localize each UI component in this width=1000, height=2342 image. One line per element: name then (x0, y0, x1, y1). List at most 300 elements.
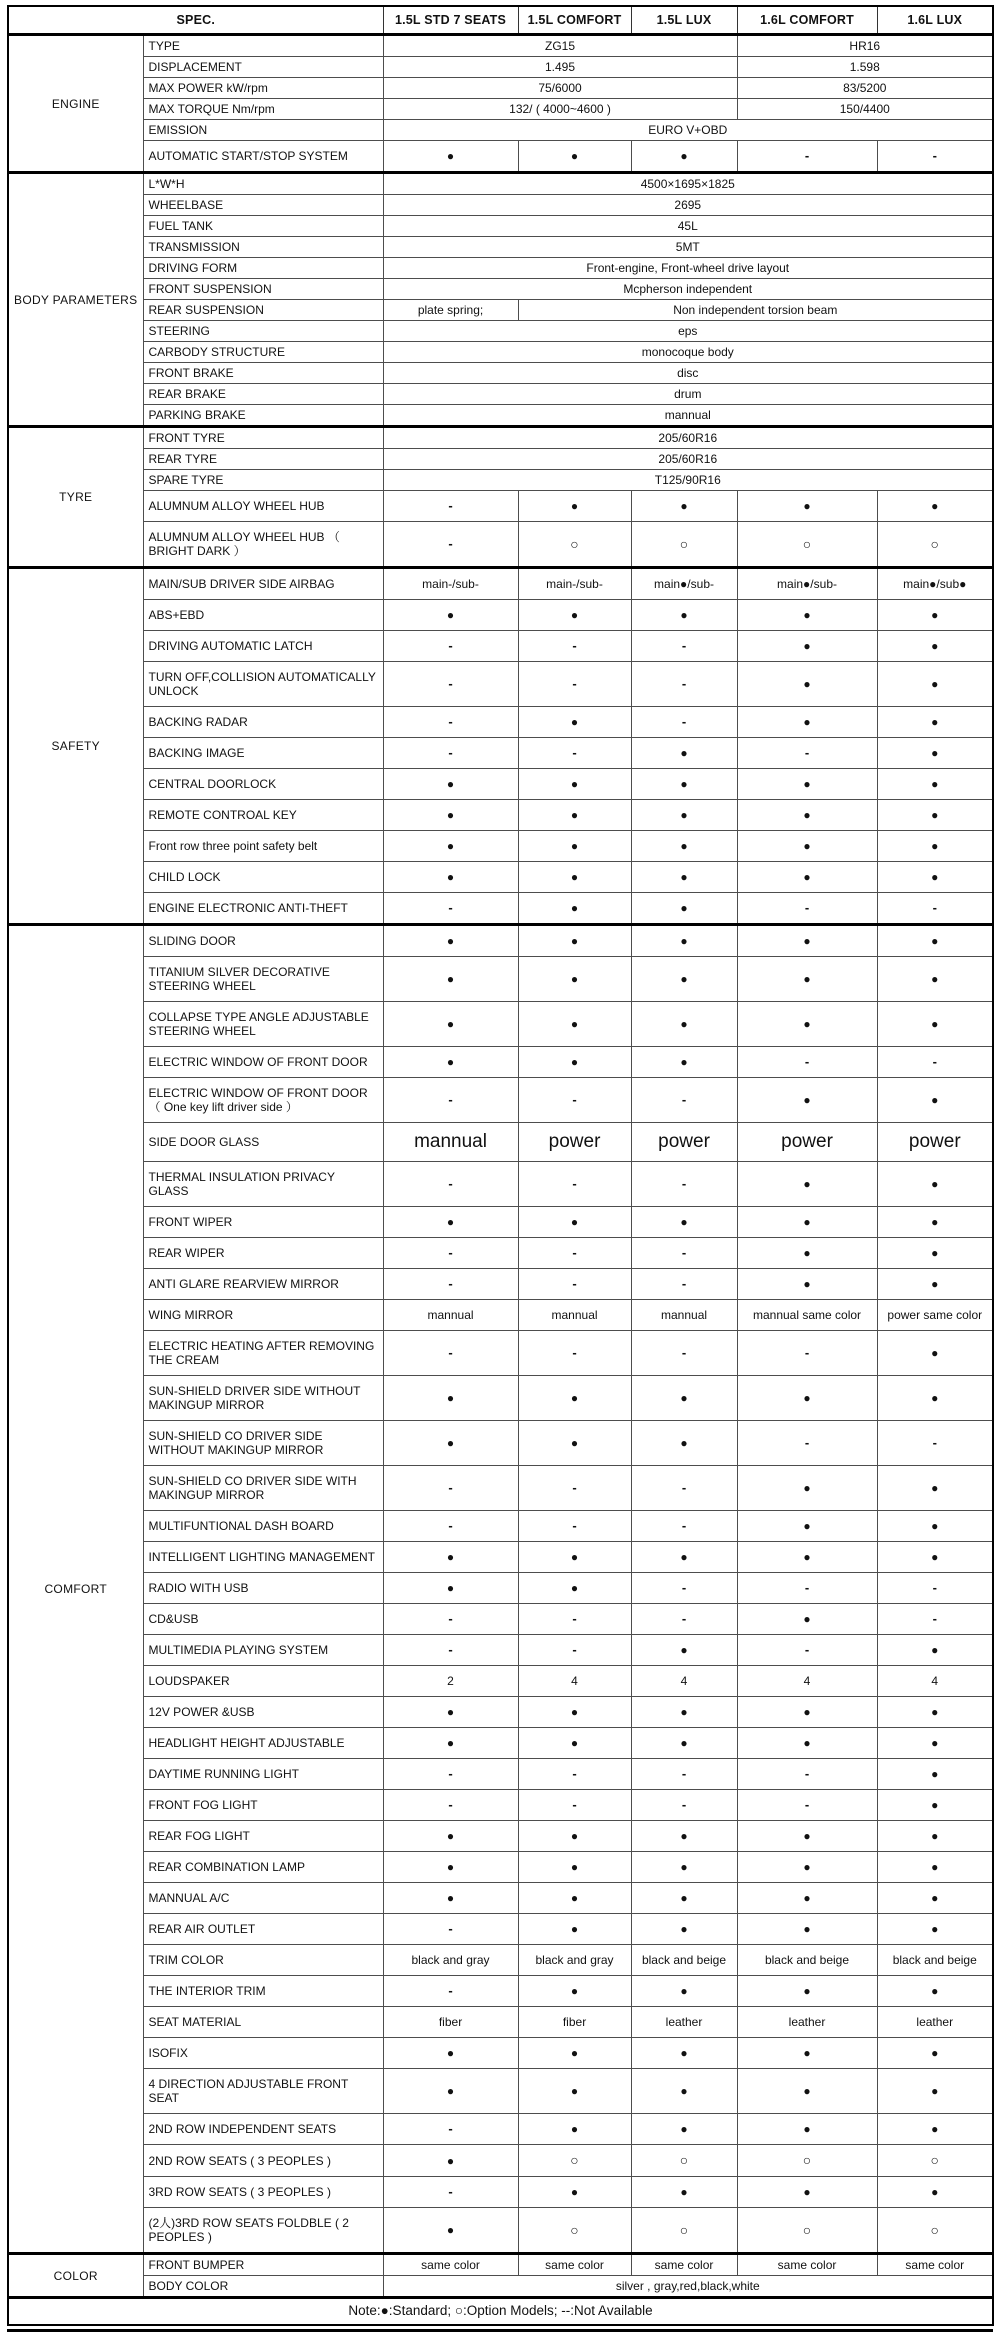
not-available-dash: - (572, 1345, 577, 1360)
standard-dot: ● (446, 2084, 455, 2098)
not-available-dash: - (804, 1580, 810, 1595)
spec-row (8, 141, 993, 173)
standard-dot: ● (446, 2046, 455, 2060)
standard-dot: ● (446, 1391, 455, 1405)
spec-label-cell: ELECTRIC WINDOW OF FRONT DOOR （ One key lift driver side ） (143, 1078, 383, 1123)
spec-value-text: black and beige (892, 1953, 977, 1967)
spec-row (8, 662, 993, 707)
spec-value-text: mannual (414, 1131, 487, 1152)
standard-dot: ● (680, 1860, 688, 1874)
spec-row (8, 1666, 993, 1697)
spec-value-cell (877, 631, 993, 662)
spec-value-cell (737, 957, 877, 1002)
spec-value-cell (383, 631, 518, 662)
spec-value-cell (737, 1790, 877, 1821)
spec-value-cell (518, 1666, 631, 1697)
spec-value-cell (383, 738, 518, 769)
spec-value-cell (631, 2007, 737, 2038)
spec-value-cell (383, 600, 518, 631)
spec-value-cell (737, 1976, 877, 2007)
standard-dot: ● (680, 1436, 688, 1450)
spec-value-cell (518, 1238, 631, 1269)
spec-value-cell (518, 1542, 631, 1573)
spec-row (8, 1759, 993, 1790)
spec-value-cell (518, 2208, 631, 2254)
spec-value-cell (383, 1300, 518, 1331)
spec-row (8, 300, 993, 321)
spec-value-cell (877, 1604, 993, 1635)
not-available-dash: - (681, 1345, 687, 1360)
spec-value-cell (383, 173, 993, 195)
standard-dot: ● (446, 1829, 455, 1843)
spec-row (8, 1331, 993, 1376)
note-row (8, 2298, 993, 2326)
spec-value-cell (631, 522, 737, 568)
spec-value-cell (383, 216, 993, 237)
standard-dot: ● (570, 1891, 579, 1905)
spec-row (8, 321, 993, 342)
spec-value-cell (518, 1883, 631, 1914)
standard-dot: ● (446, 1705, 455, 1719)
spec-value-text: Front-engine, Front-wheel drive layout (586, 261, 790, 275)
spec-value-text: HR16 (849, 39, 881, 53)
spec-header-cell: SPEC. (8, 6, 383, 35)
spec-label-cell: REAR WIPER (143, 1238, 383, 1269)
spec-value-cell (383, 1269, 518, 1300)
spec-value-cell (518, 2177, 631, 2208)
model-column-header: 1.5L COMFORT (518, 6, 631, 35)
spec-value-cell (737, 800, 877, 831)
spec-value-text: 1.598 (849, 60, 880, 74)
spec-value-cell (631, 1883, 737, 1914)
spec-label-cell: SUN-SHIELD DRIVER SIDE WITHOUT MAKINGUP MIRROR (143, 1376, 383, 1421)
section-label: COLOR (8, 2254, 143, 2298)
spec-value-cell (383, 1421, 518, 1466)
spec-row (8, 449, 993, 470)
spec-value-cell (518, 1300, 631, 1331)
standard-dot: ● (680, 1705, 688, 1719)
spec-label-cell: TURN OFF,COLLISION AUTOMATICALLY UNLOCK (143, 662, 383, 707)
not-available-dash: - (681, 638, 687, 653)
spec-value-text: Mcpherson independent (623, 282, 753, 296)
spec-value-cell (631, 925, 737, 957)
spec-value-cell (877, 1078, 993, 1123)
spec-label-cell: 12V POWER &USB (143, 1697, 383, 1728)
spec-value-cell (383, 384, 993, 405)
standard-dot: ● (680, 2084, 688, 2098)
standard-dot: ● (803, 972, 811, 986)
spec-label-cell: PARKING BRAKE (143, 405, 383, 427)
spec-value-cell (631, 1635, 737, 1666)
spec-value-text: power (781, 1131, 833, 1152)
not-available-dash: - (572, 1797, 577, 1812)
spec-value-cell (737, 893, 877, 925)
spec-value-cell (737, 1914, 877, 1945)
spec-value-cell (877, 1697, 993, 1728)
spec-value-cell (383, 1238, 518, 1269)
standard-dot: ● (446, 1436, 455, 1450)
spec-value-cell (877, 1207, 993, 1238)
spec-value-cell (383, 522, 518, 568)
section-label: SAFETY (8, 568, 143, 925)
spec-value-cell (518, 1002, 631, 1047)
not-available-dash: - (681, 1518, 687, 1533)
spec-value-text: mannual (427, 1308, 474, 1322)
spec-label-cell: ENGINE ELECTRONIC ANTI-THEFT (143, 893, 383, 925)
spec-value-cell (877, 1331, 993, 1376)
spec-value-cell (631, 1047, 737, 1078)
standard-dot: ● (803, 608, 811, 622)
standard-dot: ● (446, 777, 455, 791)
spec-value-text: main-/sub- (546, 577, 603, 591)
spec-value-cell (518, 1945, 631, 1976)
standard-dot: ● (570, 715, 579, 729)
standard-dot: ● (931, 2185, 939, 2199)
spec-row (8, 1821, 993, 1852)
spec-value-cell (631, 1976, 737, 2007)
not-available-dash: - (448, 745, 453, 760)
spec-value-cell (383, 707, 518, 738)
spec-value-text: 45L (677, 219, 698, 233)
spec-label-cell: SEAT MATERIAL (143, 2007, 383, 2038)
standard-dot: ● (680, 608, 688, 622)
spec-value-cell (877, 1728, 993, 1759)
spec-value-cell (877, 1123, 993, 1162)
spec-value-text: 4500×1695×1825 (640, 177, 735, 191)
standard-dot: ● (446, 934, 455, 948)
spec-row (8, 99, 993, 120)
spec-table (7, 5, 994, 2326)
standard-dot: ● (803, 2046, 811, 2060)
spec-value-cell (737, 1821, 877, 1852)
not-available-dash: - (681, 1766, 687, 1781)
not-available-dash: - (804, 1797, 810, 1812)
spec-value-cell (518, 769, 631, 800)
standard-dot: ● (803, 2084, 811, 2098)
standard-dot: ● (570, 1436, 579, 1450)
not-available-dash: - (448, 1611, 453, 1626)
standard-dot: ● (680, 499, 688, 513)
standard-dot: ● (931, 934, 939, 948)
spec-row (8, 707, 993, 738)
spec-value-text: Non independent torsion beam (673, 303, 838, 317)
spec-value-cell (518, 2069, 631, 2114)
standard-dot: ● (803, 499, 811, 513)
spec-value-cell (631, 1511, 737, 1542)
spec-value-cell (877, 707, 993, 738)
standard-dot: ● (803, 639, 811, 653)
standard-dot: ● (446, 839, 455, 853)
spec-value-cell (383, 1331, 518, 1376)
spec-label-cell: EMISSION (143, 120, 383, 141)
spec-row (8, 1852, 993, 1883)
spec-row (8, 2254, 993, 2276)
spec-value-cell (631, 1821, 737, 1852)
standard-dot: ● (931, 870, 939, 884)
spec-label-cell: 2ND ROW INDEPENDENT SEATS (143, 2114, 383, 2145)
spec-value-cell (383, 1002, 518, 1047)
standard-dot: ● (446, 608, 455, 622)
spec-value-cell (631, 2177, 737, 2208)
spec-value-cell (383, 1883, 518, 1914)
spec-value-cell (737, 600, 877, 631)
spec-value-cell (383, 2069, 518, 2114)
spec-value-cell (877, 2114, 993, 2145)
standard-dot: ● (570, 901, 579, 915)
spec-value-text: monocoque body (641, 345, 734, 359)
spec-value-cell (631, 800, 737, 831)
spec-value-cell (737, 99, 993, 120)
spec-label-cell: DRIVING FORM (143, 258, 383, 279)
standard-dot: ● (570, 2122, 579, 2136)
spec-row (8, 769, 993, 800)
spec-value-cell (631, 2254, 737, 2276)
spec-row (8, 1162, 993, 1207)
standard-dot: ● (931, 1215, 939, 1229)
not-available-dash: - (448, 536, 453, 551)
not-available-dash: - (448, 1276, 453, 1291)
standard-dot: ● (931, 1984, 939, 1998)
spec-value-cell (518, 1269, 631, 1300)
not-available-dash: - (448, 1345, 453, 1360)
spec-row (8, 1976, 993, 2007)
standard-dot: ● (680, 2185, 688, 2199)
spec-value-cell (877, 1238, 993, 1269)
standard-dot: ● (803, 1519, 811, 1533)
spec-value-cell (631, 1573, 737, 1604)
spec-value-cell (518, 300, 993, 321)
not-available-dash: - (932, 1054, 937, 1069)
spec-value-cell (631, 1914, 737, 1945)
spec-value-cell (737, 522, 877, 568)
spec-value-cell (737, 1604, 877, 1635)
standard-dot: ● (803, 1277, 811, 1291)
spec-label-cell: Front row three point safety belt (143, 831, 383, 862)
standard-dot: ● (570, 870, 579, 884)
spec-label-cell: REAR AIR OUTLET (143, 1914, 383, 1945)
spec-row (8, 893, 993, 925)
spec-label-cell: TRIM COLOR (143, 1945, 383, 1976)
spec-label-cell: CHILD LOCK (143, 862, 383, 893)
not-available-dash: - (804, 1766, 810, 1781)
spec-row (8, 1883, 993, 1914)
option-circle: ○ (802, 2221, 812, 2238)
spec-label-cell: SPARE TYRE (143, 470, 383, 491)
standard-dot: ● (680, 808, 688, 822)
spec-label-cell: TITANIUM SILVER DECORATIVE STEERING WHEEL (143, 957, 383, 1002)
standard-dot: ● (931, 1736, 939, 1750)
standard-dot: ● (680, 934, 688, 948)
spec-value-text: black and beige (641, 1953, 727, 1967)
spec-value-cell (631, 2114, 737, 2145)
spec-value-cell (383, 1207, 518, 1238)
spec-value-text: 205/60R16 (658, 452, 718, 466)
spec-value-cell (631, 1238, 737, 1269)
standard-dot: ● (803, 777, 811, 791)
spec-value-text: mannual (664, 408, 711, 422)
spec-label-cell: MULTIFUNTIONAL DASH BOARD (143, 1511, 383, 1542)
standard-dot: ● (680, 901, 688, 915)
spec-row (8, 2177, 993, 2208)
standard-dot: ● (680, 1550, 688, 1564)
standard-dot: ● (931, 1246, 939, 1260)
spec-value-cell (518, 491, 631, 522)
spec-value-cell (518, 2254, 631, 2276)
table-header (8, 6, 993, 35)
spec-value-cell (518, 957, 631, 1002)
spec-label-cell: FRONT FOG LIGHT (143, 1790, 383, 1821)
spec-value-cell (631, 1466, 737, 1511)
spec-value-cell (383, 1852, 518, 1883)
spec-value-cell (518, 1604, 631, 1635)
standard-dot: ● (803, 1891, 811, 1905)
standard-dot: ● (931, 839, 939, 853)
spec-value-cell (383, 237, 993, 258)
not-available-dash: - (681, 1245, 687, 1260)
standard-dot: ● (803, 1093, 811, 1107)
spec-value-cell (737, 78, 993, 99)
spec-label-cell: MAIN/SUB DRIVER SIDE AIRBAG (143, 568, 383, 600)
spec-value-cell (737, 1078, 877, 1123)
spec-value-text: fiber (562, 2015, 587, 2029)
not-available-dash: - (932, 1435, 937, 1450)
spec-value-cell (383, 1604, 518, 1635)
standard-dot: ● (446, 1860, 455, 1874)
spec-value-text: 4 (803, 1674, 811, 1688)
standard-dot: ● (931, 639, 939, 653)
spec-value-cell (737, 1852, 877, 1883)
standard-dot: ● (570, 1550, 579, 1564)
spec-value-cell (737, 1376, 877, 1421)
section-tyre (8, 427, 993, 568)
standard-dot: ● (570, 808, 579, 822)
spec-value-cell (518, 662, 631, 707)
standard-dot: ● (931, 808, 939, 822)
spec-row (8, 2038, 993, 2069)
spec-value-cell (383, 2177, 518, 2208)
spec-row (8, 1376, 993, 1421)
standard-dot: ● (680, 2046, 688, 2060)
spec-value-cell (518, 862, 631, 893)
spec-row (8, 600, 993, 631)
standard-dot: ● (680, 1017, 688, 1031)
spec-value-cell (383, 769, 518, 800)
spec-row (8, 35, 993, 57)
spec-value-cell (631, 1604, 737, 1635)
not-available-dash: - (572, 1176, 577, 1191)
not-available-dash: - (572, 1276, 577, 1291)
spec-label-cell: MANNUAL A/C (143, 1883, 383, 1914)
spec-row (8, 925, 993, 957)
spec-value-cell (737, 1238, 877, 1269)
not-available-dash: - (448, 900, 453, 915)
spec-value-cell (631, 1790, 737, 1821)
spec-value-text: black and beige (764, 1953, 850, 1967)
spec-value-cell (631, 1666, 737, 1697)
spec-value-cell (518, 1421, 631, 1466)
standard-dot: ● (570, 1984, 579, 1998)
spec-row (8, 1573, 993, 1604)
not-available-dash: - (804, 148, 810, 163)
spec-row (8, 1945, 993, 1976)
spec-label-cell: FRONT BUMPER (143, 2254, 383, 2276)
spec-value-cell (877, 957, 993, 1002)
spec-row (8, 1207, 993, 1238)
option-circle: ○ (802, 2152, 812, 2168)
standard-dot: ● (931, 1519, 939, 1533)
spec-value-cell (383, 342, 993, 363)
option-circle: ○ (570, 535, 579, 552)
spec-label-cell: RADIO WITH USB (143, 1573, 383, 1604)
standard-dot: ● (446, 972, 455, 986)
spec-label-cell: LOUDSPAKER (143, 1666, 383, 1697)
standard-dot: ● (931, 1891, 939, 1905)
option-circle: ○ (802, 535, 812, 552)
spec-row (8, 1047, 993, 1078)
not-available-dash: - (932, 1611, 937, 1626)
spec-value-cell (518, 522, 631, 568)
spec-value-cell (737, 707, 877, 738)
spec-label-cell: REAR SUSPENSION (143, 300, 383, 321)
spec-value-cell (737, 1207, 877, 1238)
spec-label-cell: REAR TYRE (143, 449, 383, 470)
option-circle: ○ (930, 535, 939, 552)
standard-dot: ● (570, 1055, 579, 1069)
spec-row (8, 363, 993, 384)
spec-label-cell: DRIVING AUTOMATIC LATCH (143, 631, 383, 662)
standard-dot: ● (570, 499, 579, 513)
spec-value-text: leather (916, 2015, 954, 2029)
standard-dot: ● (680, 1922, 688, 1936)
spec-row (8, 1002, 993, 1047)
spec-value-cell (631, 1421, 737, 1466)
spec-value-cell (518, 1078, 631, 1123)
spec-value-cell (383, 57, 737, 78)
spec-value-cell (631, 568, 737, 600)
spec-value-cell (737, 1728, 877, 1759)
not-available-dash: - (448, 1092, 453, 1107)
spec-value-cell (631, 893, 737, 925)
spec-value-cell (877, 2069, 993, 2114)
standard-dot: ● (680, 2122, 688, 2136)
spec-value-cell (737, 35, 993, 57)
standard-dot: ● (931, 746, 939, 760)
not-available-dash: - (572, 638, 577, 653)
spec-value-cell (877, 1421, 993, 1466)
spec-value-cell (737, 1162, 877, 1207)
spec-value-cell (383, 1162, 518, 1207)
spec-label-cell: BACKING RADAR (143, 707, 383, 738)
spec-value-cell (383, 1376, 518, 1421)
spec-value-cell (737, 662, 877, 707)
section-label: TYRE (8, 427, 143, 568)
spec-value-cell (383, 1511, 518, 1542)
not-available-dash: - (681, 1797, 687, 1812)
spec-row (8, 1421, 993, 1466)
spec-row (8, 568, 993, 600)
not-available-dash: - (932, 900, 937, 915)
standard-dot: ● (680, 777, 688, 791)
standard-dot: ● (803, 1736, 811, 1750)
spec-value-text: EURO V+OBD (648, 123, 728, 137)
standard-dot: ● (931, 1922, 939, 1936)
spec-value-cell (383, 568, 518, 600)
spec-value-cell (383, 258, 993, 279)
spec-value-cell (737, 2145, 877, 2177)
spec-value-cell (383, 1466, 518, 1511)
spec-value-cell (518, 1821, 631, 1852)
spec-value-cell (737, 2007, 877, 2038)
